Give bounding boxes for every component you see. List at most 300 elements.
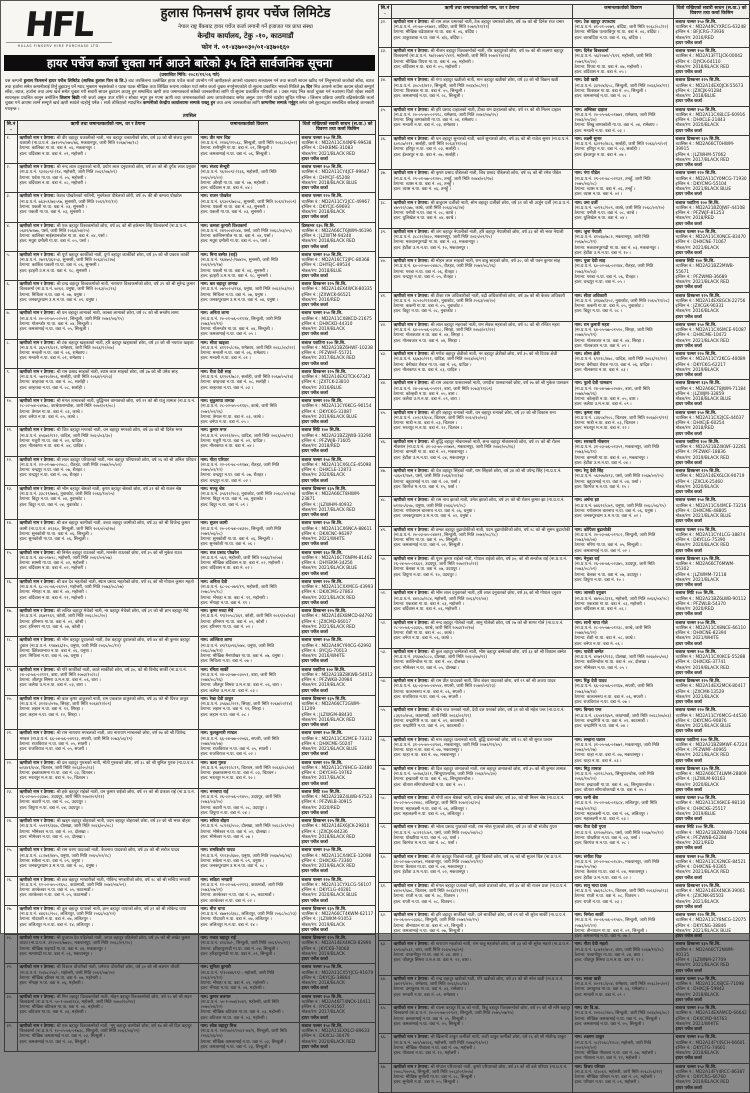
cell-line: ठेगाना: मौखिक परिवार न.पा. वडा नं. ०९, महोत्तरी । [574, 1075, 656, 1081]
cell-line: हाल: मन्थली न.पा. वडा नं. ०१, रामेछाप । [19, 356, 85, 362]
cell-label: नाम: [574, 854, 584, 860]
cell-line: रमिता सार्की [209, 667, 229, 673]
cell-line: हाल: मन्थली न.पा. वडा नं. ०१ । [200, 356, 251, 362]
table-row [379, 351, 750, 380]
borrower-cell [392, 795, 573, 824]
serial-cell: १८. [5, 637, 18, 666]
cell-line: हाल: ललितपुर म.न.पा. वडा नं. १४, ललितपुर । [19, 922, 93, 928]
table-row [379, 1063, 750, 1092]
cell-line: मिना बस्नेत (राई) [209, 252, 238, 258]
borrower-cell [18, 339, 199, 368]
cell-line: हायर पर्चेज कर्जा [675, 70, 702, 76]
cell-line: च्यासिस नं.: MD2A11CY2KCG-40089 [675, 357, 746, 363]
intro-segment: यस कम्पनी [5, 79, 24, 84]
cell-line: ठेगाना: सबैला न.पा. वडा नं. ०९, धनुषा । [19, 858, 84, 864]
cell-line: ठेगाना: मन्थली न.पा. वडा नं. ०६, रामेछाप । [200, 351, 269, 357]
table-row [5, 398, 376, 427]
cell-line: मोडल/रंग: 2021/BLACK [675, 694, 719, 700]
borrowers-table-right [378, 4, 750, 1093]
cell-line: इन्जिन नं.: DHXCLE-21843 [675, 118, 726, 124]
header-serial: सि.नं. [379, 5, 392, 19]
cell-line: बजाज पल्सर १५० सि.सि. [675, 107, 717, 113]
cell-line: बजाज डिस्कभर १२५ सि.सि. [675, 293, 721, 299]
cell-line: श्री लाल बहादुर परियारको नाती, मान बहादुर परियारको छोरा, वर्ष २६ को श्री अनिल परियार (ना.प्र.प.नं. २२-०१-७७-०२०८८, रौतहट, जारी मिति २०७४/०५/०२) [19, 457, 197, 468]
cell-line: इन्जिन नं.: DHXCJE-59842 [675, 987, 725, 993]
cell-line: हायर पर्चेज कर्जा [301, 332, 328, 338]
notice-header [4, 4, 375, 51]
cell-line: इन्जिन नं.: PFZWMB-36689 [675, 274, 728, 280]
cell-line: ठेगाना: मरिण गा.पा. वडा नं. ०५, सिन्धुली । [393, 538, 461, 544]
company-logo [6, 6, 112, 48]
cell-line: हायर पर्चेज कर्जा [301, 303, 328, 309]
cell-label: ऋणीको नाम र ठेगाना: [393, 679, 431, 685]
cell-line: बल बहादुर तामाङ [209, 282, 238, 288]
cell-line: इन्जिन नं.: DKXCNC-96397 [301, 531, 353, 537]
cell-line: च्यासिस नं.: MD2A11CX8KCD-21675 [301, 316, 372, 322]
cell-line: ठेगाना: तेमाल गा.पा. वडा नं. ०३, काभ्रे । [200, 414, 264, 420]
serial-cell: ६५. [379, 1005, 392, 1034]
cell-line: (ना.प्र.प.नं. ५८/२०६८/१२८४, महोत्तरी, जारी मिति २००९/०१/०२) [574, 1040, 652, 1051]
serial-cell: ४४. [379, 380, 392, 409]
serial-cell: ७. [5, 310, 18, 339]
cell-line: मनमाया राई [209, 789, 229, 795]
cell-line: इन्जिन नं.: JZXTCK-23810 [301, 380, 350, 386]
office-line: केन्द्रीय कार्यालय, टेकु -१०, काठमाडौं [197, 32, 294, 40]
cell-line: (ना.प्र.प.नं. ४१-०१-००७९, बर्दिया, जारी मिति २०६८/०८/१२) [574, 25, 669, 31]
cell-line: (ना.प्र.प.नं. ३१-०२-७८-०१८४५, मकवानपुर, जारी मिति २०७५/०५/२७) [574, 859, 660, 871]
cell-line: हाल: गोलबजार न.पा. वडा नं. ०९ । [574, 343, 630, 349]
cell-line: श्री गंगा बहादुर खत्रीको नाती, मान बहादुर खत्रीको छोरा, वर्ष ३३ को श्री विक्रम खत्री (ना.प्र.प.नं. ३०८५१/४१२, सिन्धुली, जारी मिति २०६४/०८/१९) [393, 78, 559, 89]
cell-line: बजाज प्लाटिना १०० सि.सि. [675, 737, 720, 743]
cell-line: हाल: कलैया उ.म.न.पा. वडा नं. ०३ । [200, 688, 258, 694]
borrower-cell [18, 695, 199, 730]
cell-line: हाल: कमलामाई न.पा. वडा नं. ०५, सिन्धुली । [393, 1021, 464, 1027]
cell-line: इन्जिन नं.: JZXWCK-66521 [301, 292, 351, 298]
cell-line: हाल: बिरगंज म.न.पा. वडा नं. ०८, पर्सा । [393, 841, 458, 847]
cell-label: ऋणीको नाम र ठेगाना: [19, 848, 57, 854]
cell-label: ऋणीको नाम र ठेगाना: [19, 486, 57, 492]
cell-label: ऋणीको नाम र ठेगाना: [393, 1035, 431, 1041]
cell-line: बजाज डिस्कभर १२५ सि.सि. [301, 936, 347, 942]
cell-line: ठेगाना: गोलबजार न.पा. वडा नं. ०४, सिरहा । [393, 333, 464, 339]
vehicle-cell [674, 555, 750, 590]
borrower-cell [392, 765, 573, 794]
cell-line: ठेगाना: मन्थली न.पा. वडा नं. ०६, रामेछाप । [19, 351, 88, 357]
cell-line: ठेगाना: हरिपुर न.पा. वडा नं. ०३, सर्लाही । [393, 147, 459, 153]
cell-line: हाल: कलैया उ.म.न.पा. वडा नं. ०३, बारा । [19, 683, 86, 689]
cell-line: बजाज पल्सर २२० सि.सि. [675, 708, 717, 714]
cell-line: सरस्वती मोक्तान [583, 439, 610, 445]
cell-line: लक्ष्मी सुनार [583, 136, 602, 142]
cell-line: अञ्जिता लामा [209, 638, 232, 644]
cell-line: वीर मान थिङ [209, 135, 231, 141]
cell-line: मोडल/रंग: 2021/WHITE [301, 537, 345, 543]
cell-line: च्यासिस नं.: MD2A11CY8NCG-12075 [675, 918, 747, 924]
cell-label: ऋणीको नाम र ठेगाना: [393, 1064, 431, 1070]
cell-line: मोडल/रंग: 2019/BLACK RED [675, 1080, 730, 1086]
cell-line: च्यासिस नं.: MD2A14FY4SCH-66601 [675, 1040, 746, 1046]
cell-line: मोडल/रंग: 2021/BLACK RED [301, 151, 356, 157]
vehicle-cell [300, 818, 376, 847]
cell-line: बजाज डिस्कभर १३५ सि.सि. [301, 696, 347, 702]
cell-line: इन्जिन नं.: PFZWJB-71605 [301, 438, 351, 444]
cell-line: ठेगाना: सुनकोशी गा.पा. वडा नं. ०६, सिन्धुली । [200, 537, 273, 543]
cell-line: च्यासिस नं.: MD2A11CX4NPE-99638 [301, 141, 372, 147]
cell-line: श्री बाबुराम दर्जीको नाती, सोम बहादुर दर्जीको छोरा, वर्ष ३१ को श्री अर्जुन दर्जी (ना.प्र.प.नं. ४७५१२/८७७, काभ्रे, जारी मिति २०६६/०६/२४) [393, 200, 571, 211]
cell-line: ठेगाना: उमाकुण्ड गा.पा. वडा नं. ०३, रामेछाप । [393, 987, 466, 993]
cell-label: ऋणीको नाम र ठेगाना: [393, 825, 431, 831]
cell-line: हाल: हेटौंडा उ.म.न.पा. वडा नं. १०, मकवानपुर । [393, 245, 469, 251]
cell-line: बजाज डिस्कभर १२५ सि.सि. [301, 609, 347, 615]
borrower-cell [392, 824, 573, 853]
cell-line: पार्वती बस्नेत [583, 649, 604, 655]
notice-title-banner: हायर पर्चेज कर्जा चुक्ता गर्न आउने बारेको ३५ दिने सार्वजनिक सूचना [4, 55, 375, 71]
table-header-row [379, 5, 750, 19]
cell-line: ठेगाना: लिखु तामाकोशी गा.पा. वडा नं. ०४, रामेछाप । [574, 123, 658, 129]
table-row [379, 678, 750, 707]
intro-segment: कम्पनीको केन्द्रीय कार्यालयमा सम्पर्क राख्नु हुन [143, 101, 216, 106]
cell-line: बजाज डिस्कभर १३५ सि.सि. [301, 906, 347, 912]
cell-line: श्री बल बहादुर कामीको नाती, बच्चा बहादुर कामीको छोरा, वर्ष ३३ को श्री विजेन्द्र कुमार कामी (ना.प्र.प.नं. ४९३६०, सिन्धुली, जारी मिति २०६५/०४/२७) [19, 521, 191, 532]
cell-line: ठेगाना: चन्द्रपुर न.पा. वडा नं. ०७, रौतहट । [19, 468, 86, 474]
cell-line: मोडल/रंग: 2021/BLACK BLUE [675, 514, 732, 520]
serial-cell: १०. [5, 398, 18, 427]
guarantor-cell [573, 258, 674, 293]
guarantor-cell [573, 590, 674, 619]
table-row [5, 695, 376, 730]
header-vehicle: धितो राखिएको सवारी साधन (स.वा.) को विवरण तथा कर्जा किसिम [674, 5, 750, 19]
cell-label: नाम: [574, 171, 584, 177]
cell-line: हाल: चन्द्रपुर न.पा. वडा नं. ०५, रौतहट । [393, 274, 457, 280]
cell-line: मोडल/रंग: 2021/WHITE [675, 636, 719, 642]
cell-line: श्री धन बहादुर सुनारको नाती, काले सुनारको छोरा, वर्ष ३६ को श्री राजेश सुनार (ना.प्र.प.नं. ६०१८७/२११, सर्लाही, जारी मिति २०६३/११/०६) [393, 136, 570, 148]
cell-line: हायर पर्चेज कर्जा [675, 612, 702, 618]
vehicle-cell [300, 456, 376, 485]
cell-line: ठेगाना: मौखिक गौशाला न.पा. वडा नं. ०७, महोत्तरी । [393, 1045, 476, 1051]
cell-line: हाल: बर्दिबास न.पा. वडा नं. ०२, महोत्तरी । [19, 566, 86, 572]
vehicle-cell [300, 427, 376, 456]
cell-line: हाल: भरतपुर म.न.पा. वडा नं. २२, चितवन । [393, 426, 463, 432]
guarantor-cell [573, 736, 674, 765]
serial-cell: २३. [5, 788, 18, 817]
table-row [379, 106, 750, 135]
cell-line: श्री राम अवतार पासवानको नाती, जगदीश पासवानको छोरा, वर्ष २७ को श्री मुकेश पासवान (ना.प्र.प.नं. २४-०४-७६-०५१११, बारा, जारी मिति २०७३/११/०९) [393, 381, 569, 392]
cell-line: च्यासिस नं.: MD2A21BZ0JWF-44108 [675, 205, 745, 211]
cell-line: हायर पर्चेज कर्जा [301, 542, 328, 548]
cell-line: च्यासिस नं.: MD2A49CYXRCG-63248 [675, 25, 746, 31]
guarantor-cell [199, 368, 300, 397]
cell-line: श्री हर्क बहादुर राईको नाती, धन कुमार राईको छोरा, वर्ष २९ को श्री प्रकाश राई (ना.प्र.प.नं. २६-०२-७५-०३३७०, उदयपुर, जारी मिति २०७२/०९/११) [19, 789, 195, 801]
guarantor-cell [199, 549, 300, 578]
table-row [379, 18, 750, 47]
cell-line: हायर पर्चेज कर्जा [301, 571, 328, 577]
cell-label: ऋणीको नाम र ठेगाना: [393, 107, 431, 113]
borrower-cell [18, 759, 199, 788]
guarantor-cell [573, 321, 674, 350]
cell-line: रेखा देवी ठाकुर [209, 696, 234, 702]
cell-line: हायर पर्चेज कर्जा [675, 729, 702, 735]
cell-line: हायर पर्चेज कर्जा [675, 875, 702, 881]
cell-line: श्री कृष्ण प्रसाद पौडेलको नाती, शिव प्रसाद पौडेलको छोरा, वर्ष २६ को श्री रमेश पौडेल (ना.प्र.प.नं. २९-०१-७७-०१२४५, तनहुँ, जारी मिति २०७४/०२/१७) [393, 171, 562, 182]
cell-line: (ना.प्र.प.नं. ४११२५/८९७, रामेछाप, जारी मिति २०६८/०४/२२) [200, 345, 296, 351]
cell-line: हाल: हरिनगर गा.पा. वडा नं. ०४, कोशी । [19, 624, 84, 630]
cell-line: इन्जिन नं.: DHXCME-10472 [675, 333, 727, 339]
cell-line: इन्जिन नं.: DHYEKM-34256 [301, 561, 353, 567]
cell-line: च्यासिस नं.: MD2A11CX6KCE-98130 [675, 801, 746, 807]
cell-line: ठेगाना: साम्सी गा.पा. वडा नं. ०२, महोत्तरी । [19, 561, 88, 567]
cell-label: ऋणीको नाम र ठेगाना: [19, 789, 57, 795]
cell-line: हाल: बारबर्दिया न.पा. वडा नं. १६, बर्दिया । [574, 35, 641, 41]
cell-line: हायर पर्चेज कर्जा [301, 513, 328, 519]
vehicle-cell [674, 228, 750, 257]
cell-label: नाम: [200, 369, 210, 375]
cell-label: ऋणीको नाम र ठेगाना: [393, 439, 431, 445]
serial-cell: ५३. [379, 648, 392, 677]
cell-label: ऋणीको नाम र ठेगाना: [19, 428, 57, 434]
borrower-cell [18, 310, 199, 339]
serial-cell: २६. [5, 876, 18, 905]
guarantor-cell [199, 1022, 300, 1051]
serial-cell: १७. [5, 608, 18, 637]
cell-line: ठेगाना: जीतपुर सिमरा उ.म.न.पा. वडा नं. ०६, बारा । [200, 683, 282, 689]
cell-line: हाल: जनकपुरधाम उ.म.न.पा. वडा नं. ०८ । [200, 864, 268, 870]
cell-line: सुजन कामी [209, 521, 228, 527]
cell-line: हायर पर्चेज कर्जा [301, 420, 328, 426]
guarantor-cell [573, 409, 674, 438]
cell-line: बजाज पल्सर १५० सि.सि. [675, 854, 717, 860]
cell-line: श्री खड्ग बहादुर बोहराको नाती, पदम बहादुर बोहराको छोरा, वर्ष ३२ को श्री भरत बोहरा (ना.प्र.प.नं. ५५२१९/३६७, दोलखा, जारी मिति २०६६/०५/०८) [19, 819, 191, 830]
serial-cell: ६१. [379, 882, 392, 911]
cell-line: च्यासिस नं.: MD2A66CT2NWM-90135 [675, 947, 735, 958]
cell-label: नाम: [574, 796, 584, 802]
table-row [379, 912, 750, 941]
vehicle-cell [674, 765, 750, 794]
cell-line: कुमार मगर [209, 428, 227, 434]
cell-line: बजाज डिस्कभर १२५ सि.सि. [675, 469, 721, 475]
cell-line: हायर पर्चेज कर्जा [675, 1027, 702, 1033]
serial-cell: ६४. [379, 975, 392, 1004]
cell-line: रिंकु देवी यादव [583, 679, 607, 685]
cell-line: श्री मोहन लाल साहको नाती, राम बाबु साहको छोरा, वर्ष ३०, को श्री पवन कुमार साह (ना.प्र.प.नं. ६०-०२-७५-०४४८५, रौतहट, जारी मिति २०७२/०८/२६) [393, 259, 561, 270]
cell-line: ठेगाना: तीनपाटन गा.पा. वडा नं. ०९, सिन्धुली । [393, 923, 466, 929]
borrower-cell [392, 351, 573, 380]
cell-line: ठेगाना: मौखिक पिपरा गा.पा. वडा नं. ०७, महोत्तरी । [393, 59, 474, 65]
vehicle-cell [300, 193, 376, 222]
cell-label: ऋणीको नाम र ठेगाना: [393, 620, 431, 626]
cell-line: हाल: त्रियुगा न.पा. वडा नं. ०४ । [200, 810, 250, 816]
cell-line: (ना.प्र.प.नं. ६११०९/७८२, सर्लाही, जारी मिति २०६७/०५/१४) [200, 375, 294, 381]
cell-line: हाल: भँगाहा न.पा. वडा नं. ११ । [200, 600, 251, 606]
cell-label: नाम: [574, 200, 584, 206]
cell-label: नाम: [200, 550, 210, 556]
cell-line: ठेगाना: ककनी गा.पा. वडा नं. ०५, नुवाकोट । [574, 304, 644, 310]
cell-line: ठेगाना: इन्द्रावती गा.पा. वडा नं. ०६, सिन्धुपाल्चोक । [393, 777, 474, 783]
cell-line: हाल: हेटौंडा उ.म.न.पा. वडा नं. ०४, मकवानपुर । [393, 455, 469, 461]
cell-line: ठेगाना: एकडारा गा.पा. वडा नं. ०३, महोत्तरी । [574, 601, 645, 607]
cell-line: हाल: कमलामाई न.पा. वडा नं. ०५ । [200, 332, 256, 338]
cell-line: च्यासिस नं.: MD2A11CXXMCG-43993 [301, 585, 374, 591]
cell-line: हायर पर्चेज कर्जा [675, 641, 702, 647]
cell-line: इन्जिन नं.: DHXCME-48805 [675, 508, 727, 514]
cell-line: ठेगाना: कञ्चनरूप न.पा. वडा नं. ०६, सप्तरी । [393, 689, 465, 695]
cell-line: इन्जिन नं.: DHXCKE-37741 [675, 660, 726, 666]
cell-line: ठेगाना: मौखिक मैनापोखर गा.पा. वडा नं. ०७, धनुषा । [200, 654, 284, 660]
cell-line: सानु माया प्रजा [583, 883, 607, 889]
cell-line: इन्जिन नं.: DKYCHG-19762 [301, 771, 353, 777]
cell-line: सीता खड्का [209, 340, 229, 346]
cell-line: मोडल/रंग: 2020/BLACK [301, 473, 345, 479]
cell-line: बजाज डिस्कभर १२५ सि.सि. [301, 282, 347, 288]
cell-line: इन्जिन नं.: DHXCNE-82394 [675, 631, 727, 637]
guarantor-cell [573, 912, 674, 941]
cell-line: हाल: थाहा न.पा. वडा नं. ०७, मकवानपुर । [393, 753, 459, 759]
cell-label: ऋणीको नाम र ठेगाना: [19, 760, 57, 766]
cell-line: हाल: जीतपुर सिमरा उ.म.न.पा. वडा नं. १२ । [574, 958, 644, 964]
cell-line: (ना.प्र.प.नं. ९६२००९/-/२३६, महोत्तरी, जारी मिति २०६५/०९/०२) [200, 170, 277, 181]
cell-line: श्री युवराज देव पहिलेको नाती, जगत बहादुर पहिलेको छोरा, वर्ष ३५ को श्री लखेट कुमार यादव (ना.प्र.प.नं. ३९२००१/७७६५, मकवानपुर, जारी मिति २०६८/०९/२०) [19, 936, 191, 947]
cell-line: ठेगाना: माडी न.पा. वडा नं. ०३, चितवन । [393, 421, 458, 427]
cell-line: श्री दिल बहादुर तामाङको नाती, राम बहादुर तामाङको छोरा, वर्ष ३५ को श्री कुमार तामाङ (ना.प्र.प.नं. ५०२७६/३२१, सिन्धुपाल्चोक, जारी मिति २०६४/०५/३०) [393, 766, 566, 778]
cell-line: इन्जिन नं.: DKYCJG-38864 [301, 975, 351, 981]
cell-line: बजाज पल्सर २२० सि.सि. [301, 760, 343, 766]
cell-line: श्री दल बहादुर गुरुङको नाती, मोती गुरुङको छोरा, वर्ष ३८ को श्री सुनिल गुरुङ (ना.प्र.प.नं. ७२३४१/६५४, चितवन, जारी मिति २०६३/०५/२३) [19, 760, 195, 771]
vehicle-cell [674, 975, 750, 1004]
cell-label: ऋणीको नाम र ठेगाना: [19, 457, 57, 463]
cell-line: ठेगाना: भँगाहा न.पा. वडा नं. ०४, महोत्तरी । [19, 590, 87, 596]
serial-cell: ५८. [379, 795, 392, 824]
right-column [378, 4, 748, 1091]
cell-label: ऋणीको नाम र ठेगाना: [19, 696, 57, 702]
cell-line: हायर पर्चेज कर्जा [675, 343, 702, 349]
table-row [379, 975, 750, 1004]
cell-line: हायर पर्चेज कर्जा [301, 927, 328, 933]
cell-line: हायर पर्चेज कर्जा [675, 817, 702, 823]
guarantor-cell [199, 637, 300, 666]
cell-label: नाम: [200, 135, 210, 141]
table-row [379, 824, 750, 853]
cell-line: ठेगाना: बिदुर न.पा. वडा नं. ०४, नुवाकोट । [200, 497, 267, 503]
cell-line: ठेगाना: परवानीपुर गा.पा. वडा नं. ०४, बारा । [574, 952, 643, 958]
table-row [379, 48, 750, 77]
guarantor-cell [573, 795, 674, 824]
cell-line: राम कुमारी महरा [583, 322, 610, 328]
guarantor-cell [199, 456, 300, 485]
cell-line: च्यासिस नं.: MD2A16CT6NPM-81462 [301, 555, 373, 561]
vehicle-cell [300, 847, 376, 876]
cell-label: ऋणीको नाम र ठेगाना: [393, 556, 431, 562]
cell-line: मोडल/रंग: 2021/BLACK BLUE [675, 187, 732, 193]
cell-line: बजाज सिटि १०० सि.सि. [675, 591, 715, 597]
cell-label: ऋणीको नाम र ठेगाना: [19, 311, 57, 317]
cell-line: इन्जिन नं.: DHYCJF-65208 [301, 175, 350, 181]
cell-line: शोभा क्षेत्री [583, 352, 600, 358]
cell-line: श्री ललित बहादुर मेचेको नाती, नर बहादुर मेचेको छोरा, वर्ष ३९ को श्री ज्ञान बहादुर मेचे (ना.प्र.प.नं. ३६७९९६९, कोशी, जारी मिति २०६८/०८/२०) [19, 609, 189, 620]
serial-cell: ४९. [379, 526, 392, 555]
serial-cell: ३५. [379, 106, 392, 135]
cell-line: (ना.प्र.प.नं. २६-०२-७६-०१४५५, उदयपुर, जारी मिति २०७३/०३/२०) [200, 795, 281, 806]
serial-cell: १६. [5, 578, 18, 607]
header-borrower: ऋणी तथा जमानतकर्ताको नाम, थर र ठेगाना [392, 5, 573, 19]
cell-line: फूलो देवी पासवान [583, 381, 612, 387]
cell-line: मोडल/रंग: 2021/BLACK RED [675, 280, 730, 286]
cell-line: बजाज प्लाटिना १०० सि.सि. [301, 340, 346, 346]
cell-line: हायर पर्चेज कर्जा [301, 781, 328, 787]
borrower-cell [392, 648, 573, 677]
cell-label: नाम: [200, 428, 210, 434]
cell-line: श्री मंगल तामाङको नाती, बुद्धिमान तामाङको छोरा, वर्ष २९ को श्री राजु तामाङ (ना.प्र.प.नं. २८-०२-७४-०४१७८, काभ्रेपलान्चोक, जारी मिति २०७१/०९/०८) [19, 399, 196, 410]
cell-line: च्यासिस नं.: MD2A11CX6MCE-91087 [675, 328, 747, 334]
guarantor-cell [573, 824, 674, 853]
cell-line: हाल: भीमेश्वर न.पा. वडा नं. ०५, दोलखा । [393, 665, 460, 671]
vehicle-cell [674, 18, 750, 47]
cell-line: मोडल/रंग: 2020/BLACK [675, 123, 719, 129]
cell-line: हायर पर्चेज कर्जा [675, 40, 702, 46]
vehicle-cell [674, 409, 750, 438]
guarantor-cell [199, 134, 300, 163]
cell-line: मोडल/रंग: 2018/RED [301, 444, 340, 450]
cell-line: हाल: सुनकोशी गा.पा. वडा नं. ०६ । [200, 542, 256, 548]
cell-line: हाल: महालक्ष्मी न.पा. वडा नं. ०६, ललितपुर । [393, 811, 464, 817]
cell-line: श्री नारायण महतोको नाती, राम बाबु महतोको छोरा, वर्ष ३३ को श्री सुरेश महतो (ना.प्र.प.नं. ६५९८७/५३२, बारा, जारी मिति २०६५/०६/०९) [393, 942, 570, 953]
cell-line: हाल: बनेपा न.पा. वडा नं. ०६, काभ्रे । [393, 636, 452, 642]
table-row [5, 666, 376, 695]
borrower-cell [18, 788, 199, 817]
cell-line: संजय सेन्चुरी [209, 165, 230, 171]
cell-line: इन्जिन नं.: JKYCKB-70060 [301, 946, 350, 952]
vehicle-cell [674, 853, 750, 882]
cell-line: ठेगाना: पोखरिया न.पा. वडा नं. ०३, पर्सा । [393, 835, 459, 841]
borrower-cell [392, 18, 573, 47]
cell-line: मोडल/रंग: 2018/BLACK [301, 981, 345, 987]
guarantor-cell [199, 193, 300, 222]
cell-line: हाल: मन्थली न.पा. वडा नं. ०३, रामेछाप । [393, 123, 459, 129]
cell-line: च्यासिस नं.: MD2A46FT4NCK-10411 [301, 999, 371, 1005]
cell-line: च्यासिस नं.: MD2A11CX4KCE-12098 [301, 853, 372, 859]
cell-line: कला गुरुङ [209, 760, 227, 766]
cell-line: ठेगाना: भीमेश्वर न.पा. वडा नं. ०२, दोलखा । [19, 829, 89, 835]
cell-line: च्यासिस नं.: MD2A11EXXLCI-89633 [301, 1029, 370, 1035]
cell-line: ठेगाना: तारकेश्वर न.पा. वडा नं. ०५, काठमाडौं । [200, 893, 275, 899]
table-header-row [5, 121, 376, 135]
cell-line: च्यासिस नं.: MD2A11CX8NCE-66110 [675, 625, 746, 631]
serial-cell: ४. [5, 222, 18, 251]
borrower-cell [392, 380, 573, 409]
cell-line: बजाज डिस्कभर १३५ सि.सि. [675, 556, 721, 562]
cell-line: इन्जिन नं.: DHXCKE-25517 [675, 806, 726, 812]
cell-line: हाल: मिथिला न.पा. वडा नं. ०७, धनुषा । [19, 654, 83, 660]
cell-line: बजाज डिस्कभर १३५ सि.सि. [301, 486, 347, 492]
cell-line: (ना.प्र.प.नं. ५६२०७/४९३, पर्सा, जारी मिति २०६७/०२/२५) [574, 474, 664, 480]
cell-line: इन्जिन नं.: JZXCMK-13529 [675, 689, 725, 695]
org-name: हुलास फिनसर्भ हायर पर्चेज लिमिटेड [160, 6, 331, 21]
vehicle-cell [300, 134, 376, 163]
cell-line: (ना.प्र.प.नं. २१४६/२१५६८, सिन्धुली, जारी मिति २०६८/०६/०२) [200, 141, 298, 147]
cell-line: मेनुका राई [583, 556, 600, 562]
table-row [379, 1034, 750, 1063]
serial-cell: ६२. [379, 912, 392, 941]
cell-line: हायर पर्चेज कर्जा [301, 752, 328, 758]
serial-cell: ५४. [379, 678, 392, 707]
cell-line: हाल: कमलामाई न.पा. वडा नं. ०५, सिन्धुली । [19, 327, 90, 333]
guarantor-cell [199, 847, 300, 876]
cell-line: गजल बहादुर राई [209, 936, 236, 942]
cell-line: ठेगाना: मिथिला न.पा. वडा नं. ०७, धनुषा । [200, 292, 267, 298]
cell-line: ठेगाना: बरहथवा न.पा. वडा नं. ०८, सर्लाही । [19, 380, 89, 386]
cell-line: (ना.प्र.प.नं. ३५६१२/९०३, नुवाकोट, जारी मिति २०६८/०२/१७) [200, 492, 296, 498]
cell-line: इन्जिन नं.: PFZWLB-30915 [301, 800, 352, 806]
cell-line: (ना.प्र.प.नं. २०-०१-७४-०४३२०, सिन्धुली, जारी मिति २०७१/०६/०८) [200, 526, 282, 537]
cell-line: इन्जिन नं.: DKYCLG-40281 [301, 888, 352, 894]
